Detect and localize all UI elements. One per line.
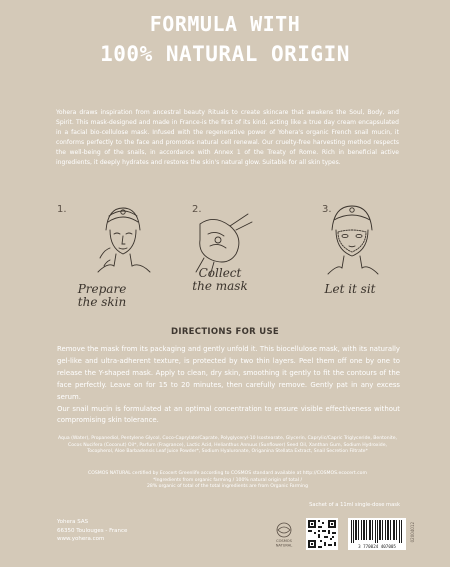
step-2-caption-line2: the mask [192, 279, 248, 293]
barcode [348, 518, 406, 554]
directions-title: DIRECTIONS FOR USE [171, 327, 279, 337]
company-info [57, 518, 127, 544]
directions-paragraph-1: Remove the mask from its packaging and gently unfold it. This biocellulose mask, with its naturally gel-like and ultra-adherent texture, is protected by two thin layers. Peel them off one by one to release the Y-shaped mask. Apply to clean, dry skin, smoothing it gently to fit the contours of the face perfectly. Leave on for 15 to 20 minutes, then carefully remove. Gently pat in any excess serum. [57, 345, 400, 401]
title-line-1: FORMULA WITH [149, 12, 301, 36]
company-address: 66350 Toulouges - France [57, 527, 128, 534]
barcode-icon [348, 518, 406, 550]
logo-label-2: NATURAL [275, 543, 293, 548]
directions-paragraph-2: Our snail mucin is formulated at an optimal concentration to ensure visible effectiveness without compromising skin tolerance. [57, 404, 400, 425]
let-it-sit-illustration [312, 200, 392, 280]
qr-code-icon[interactable] [306, 518, 338, 550]
company-website[interactable]: www.yohera.com [57, 536, 105, 542]
batch-code: 02004012 [410, 522, 415, 543]
logo-label-1: COSMOS [276, 539, 292, 543]
cosmos-note-line-2: *Ingredients from organic farming / 100% natural origin of total / [152, 477, 303, 483]
directions-text [57, 344, 400, 427]
step-3-caption-line1: Let it sit [324, 282, 376, 296]
step-2-number: 2. [192, 204, 202, 215]
cosmos-natural-logo-icon [272, 521, 296, 549]
step-1-caption-line2: the skin [77, 295, 127, 309]
step-2-caption [180, 267, 260, 293]
company-name: Yohera SAS [57, 519, 89, 525]
cosmos-note-line-3: 28% organic of total of the total ingredients are from Organic Farming [147, 484, 308, 490]
step-1-caption [62, 283, 142, 309]
step-1-number: 1. [57, 204, 67, 215]
step-2-caption-line1: Collect [198, 266, 242, 280]
ingredients-list: Aqua (Water), Propanediol, Pentylene Glycol, Coco-Caprylate/Caprate, Polyglyceryl-10 Isostearate, Glycerin, Caprylic/Capric Triglyceride, Bentonite, Cocos Nucifera (Coconut) Oil*, Parfum (Fragrance), Lactic Acid, Helianthus Annuus (Sunflower) Seed Oil, Xanthan Gum, Sodium Hydroxide, Tocopherol, Aloe Barbadensis Leaf Juice Powder*, Sodium Hyaluronate, Origanina Stellata Extract, Snail Secretion Filtrate* [57, 436, 398, 455]
sachet-description: Sachet of a 11ml single-dose mask [309, 502, 400, 508]
barcode-number: 3 770024 407005 [358, 544, 396, 549]
cosmos-certification-note [56, 471, 399, 491]
prepare-skin-illustration [78, 200, 168, 280]
intro-paragraph: Yohera draws inspiration from ancestral beauty Rituals to create skincare that awakens the Soul, Body, and Spirit. This mask-designed and made in France-is the first of its kind, acting like a true day cream encapsulated in a facial bio-cellulose mask. Infused with the regenerative power of Yohera's organic French snail mucin, it conforms perfectly to the face and promotes natural cell renewal. Our cruelty-free harvesting method respects the well-being of the snails, in accordance with Annex 1 of the Treaty of Rome. Rich in beneficial active ingredients, it deeply hydrates and restores the skin's natural glow. Suitable for all skin types. [56, 109, 399, 167]
step-1-caption-line1: Prepare [77, 282, 127, 296]
cosmos-note-line-1: COSMOS NATURAL certified by Ecocert Greenlife according to COSMOS standard available at http://COSMOS.ecocert.com [88, 471, 367, 476]
step-3-caption [310, 283, 390, 296]
step-3-number: 3. [322, 204, 332, 215]
title-line-2: 100% NATURAL ORIGIN [100, 42, 350, 66]
